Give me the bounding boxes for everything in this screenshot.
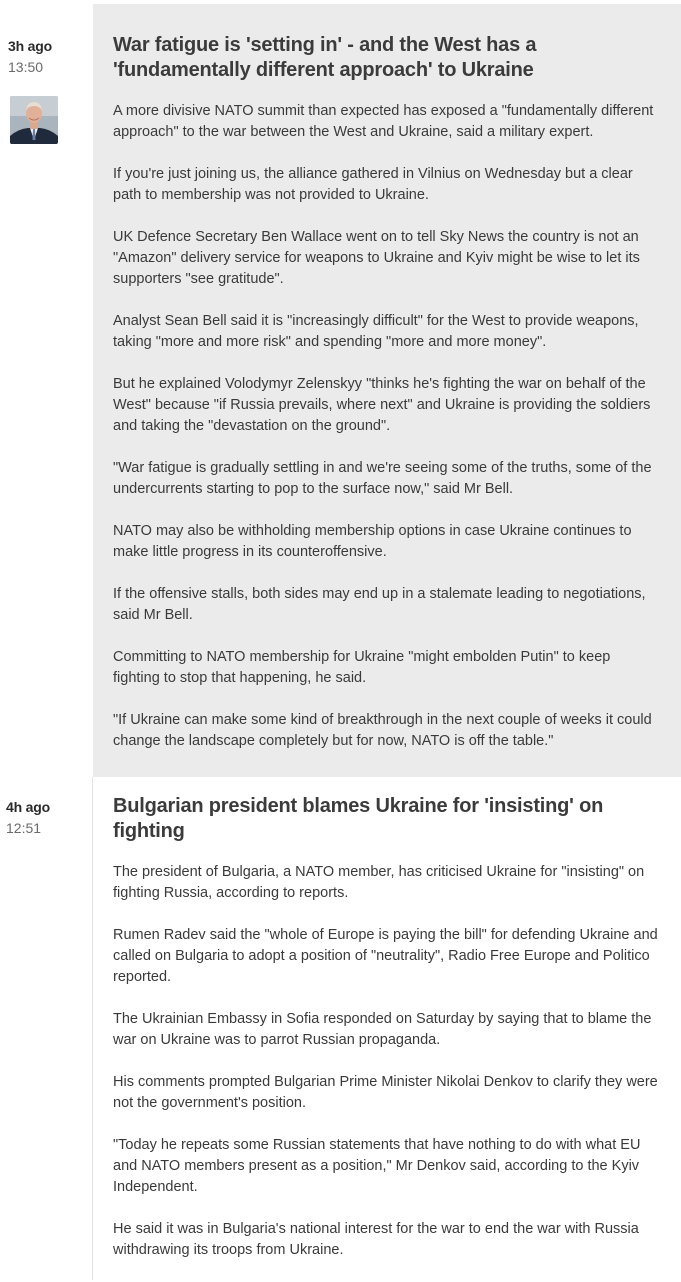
paragraph: "War fatigue is gradually settling in and we're seeing some of the truths, some of the undercurrents starting to pop to the surface now," said Mr Bell. [113, 460, 652, 497]
post-text [113, 862, 661, 1282]
paragraph: Rumen Radev said the "whole of Europe is paying the bill" for defending Ukraine and called on Bulgaria to adopt a position of "neutrality", Radio Free Europe and Politico reported. [113, 927, 658, 985]
paragraph: A more divisive NATO summit than expected has exposed a "fundamentally different approach" to the war between the West and Ukraine, said a military expert. [113, 103, 654, 140]
paragraph: If you're just joining us, the alliance gathered in Vilnius on Wednesday but a clear path to membership was not provided to Ukraine. [113, 166, 633, 203]
paragraph: His comments prompted Bulgarian Prime Minister Nikolai Denkov to clarify they were not the government's position. [113, 1074, 658, 1111]
paragraph: But he explained Volodymyr Zelenskyy "thinks he's fighting the war on behalf of the West" because "if Russia prevails, where next" and Ukraine is providing the soldiers and taking the "devastation on the ground". [113, 376, 651, 434]
author-photo-icon [10, 96, 58, 144]
paragraph: Committing to NATO membership for Ukraine "might embolden Putin" to keep fighting to stop that happening, he said. [113, 649, 611, 686]
paragraph: If the offensive stalls, both sides may end up in a stalemate leading to negotiations, said Mr Bell. [113, 586, 646, 623]
post-body [93, 4, 681, 777]
timestamp: 13:50 [8, 59, 44, 75]
time-ago: 3h ago [8, 38, 52, 54]
paragraph: NATO may also be withholding membership options in case Ukraine continues to make little progress in its counteroffensive. [113, 523, 632, 560]
paragraph: Analyst Sean Bell said it is "increasingly difficult" for the West to provide weapons, taking "more and more risk" and spending "more and more money". [113, 313, 639, 350]
post-headline[interactable]: War fatigue is 'setting in' - and the West has a 'fundamentally different approach' to Ukraine [113, 34, 537, 81]
time-ago: 4h ago [6, 799, 50, 815]
paragraph: He said it was in Bulgaria's national interest for the war to end the war with Russia withdrawing its troops from Ukraine. [113, 1221, 639, 1258]
live-post-2 [0, 777, 681, 1280]
author-avatar [10, 96, 58, 144]
paragraph: The president of Bulgaria, a NATO member, has criticised Ukraine for "insisting" on fighting Russia, according to reports. [113, 864, 645, 901]
post-text [113, 101, 661, 773]
post-meta [0, 0, 92, 777]
timestamp: 12:51 [6, 820, 42, 836]
paragraph: The Ukrainian Embassy in Sofia responded on Saturday by saying that to blame the war on Ukraine was to parrot Russian propaganda. [113, 1011, 652, 1048]
paragraph: UK Defence Secretary Ben Wallace went on to tell Sky News the country is not an "Amazon" delivery service for weapons to Ukraine and Kyiv might be wise to let its supporters "see gratitude". [113, 229, 640, 287]
post-meta [0, 777, 92, 1280]
post-body [92, 777, 681, 1280]
paragraph: "Today he repeats some Russian statements that have nothing to do with what EU and NATO members present as a position," Mr Denkov said, according to the Kyiv Independent. [113, 1137, 641, 1195]
paragraph: "If Ukraine can make some kind of breakthrough in the next couple of weeks it could change the landscape completely but for now, NATO is off the table." [113, 712, 652, 749]
post-headline[interactable]: Bulgarian president blames Ukraine for 'insisting' on fighting [113, 795, 604, 842]
